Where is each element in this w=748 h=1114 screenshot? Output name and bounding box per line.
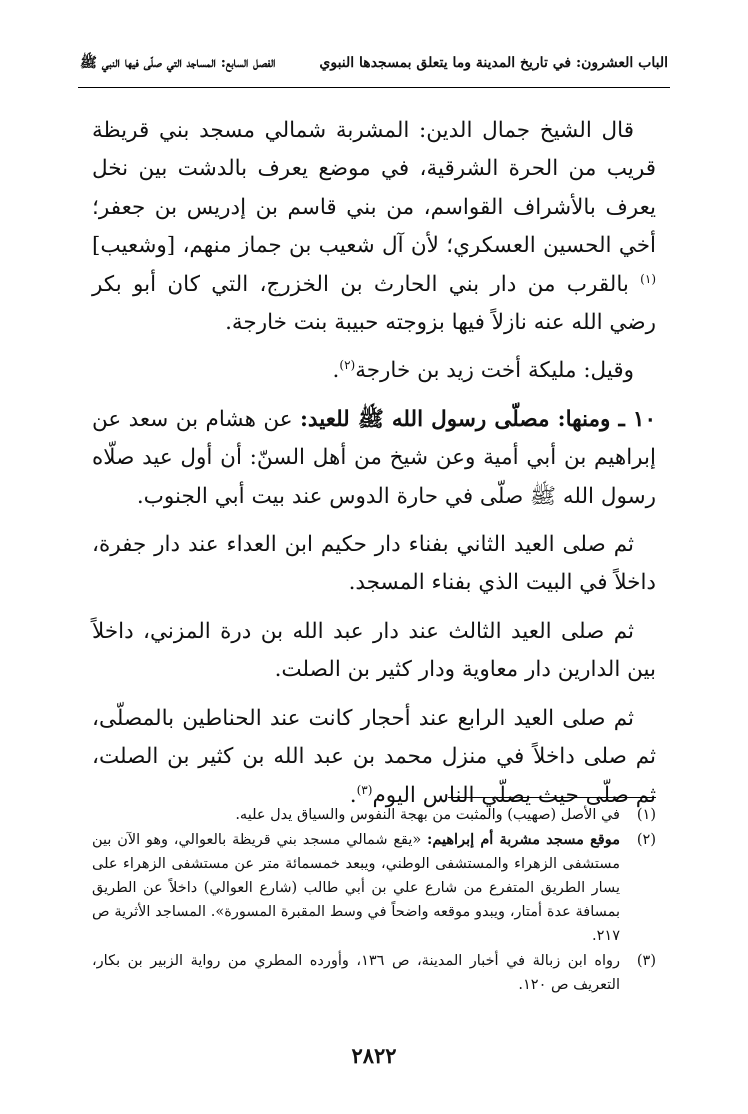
header-rule bbox=[78, 87, 670, 88]
footnotes bbox=[92, 803, 656, 998]
footnote-rule bbox=[448, 797, 656, 798]
footnote-ref-3[interactable]: (٣) bbox=[356, 782, 373, 797]
footnote-text: في الأصل (صهيب) والمثبت من بهجة النفوس والسياق يدل عليه. bbox=[235, 807, 620, 823]
section-title: الفصل السابع: المساجد التي صلّى فيها النبي ﷺ bbox=[80, 55, 276, 71]
paragraph-2-text: وقيل: مليكة أخت زيد بن خارجة bbox=[355, 358, 634, 384]
section-heading-10: ١٠ ـ ومنها: مصلّى رسول الله ﷺ للعيد: bbox=[299, 406, 656, 432]
paragraph-1 bbox=[92, 112, 656, 342]
footnote-ref-2[interactable]: (٢) bbox=[339, 358, 356, 373]
footnote-text: رواه ابن زبالة في أخبار المدينة، ص ١٣٦، وأورده المطري من رواية الزبير بن بكار، التعريف ص ١٢٠. bbox=[92, 953, 620, 993]
paragraph-6-end: . bbox=[349, 782, 357, 808]
footnote-3 bbox=[92, 949, 656, 997]
footnote-text bbox=[92, 828, 620, 948]
paragraph-4: ثم صلى العيد الثاني بفناء دار حكيم ابن العداء عند دار جفرة، داخلاً في البيت الذي بفناء المسجد. bbox=[92, 532, 656, 596]
footnote-2 bbox=[92, 828, 656, 948]
page-number: ٢٨٢٢ bbox=[351, 1043, 397, 1068]
paragraph-2-end: . bbox=[332, 358, 340, 384]
footnote-number: (٢) bbox=[636, 832, 656, 848]
footnote-bold-lead: موقع مسجد مشربة أم إبراهيم: bbox=[427, 831, 620, 848]
chapter-title: الباب العشرون: في تاريخ المدينة وما يتعلق بمسجدها النبوي bbox=[319, 55, 668, 71]
paragraph-6-text: ثم صلى العيد الرابع عند أحجار كانت عند الحناطين بالمصلّى، ثم صلى داخلاً في منزل محمد بن عبد الله بن كثير بن الصلت، ثم صلّى حيث يصلّي الناس اليوم bbox=[92, 705, 656, 808]
main-text bbox=[92, 112, 656, 821]
paragraph-3-text: عن هشام بن سعد عن إبراهيم بن أبي أمية وعن شيخ من أهل السنّ: أن أول عيد صلّاه رسول الله ﷺ صلّى في حارة الدوس عند بيت أبي الجنوب. bbox=[92, 406, 656, 509]
paragraph-1-cont: بالقرب من دار بني الحارث بن الخزرج، التي كان أبو بكر رضي الله عنه نازلاً فيها بزوجته حبيبة بنت خارجة. bbox=[92, 271, 656, 336]
paragraph-5: ثم صلى العيد الثالث عند دار عبد الله بن درة المزني، داخلاً بين الدارين دار معاوية ودار كثير بن الصلت. bbox=[92, 618, 656, 683]
footnote-body: «يقع شمالي مسجد بني قريظة بالعوالي، وهو الآن بين مستشفى الزهراء والمستشفى الوطني، ويبعد خمسمائة متر عن مستشفى الزهراء على يسار الطريق المتفرع من شارع علي بن أبي طالب (شارع العوالي) داخلاً عن الطريق بمسافة عدة أمتار، ويبدو موقعه واضحاً في وسط المقبرة المسورة». المساجد الأثرية ص ٢١٧. bbox=[92, 832, 620, 944]
paragraph-2 bbox=[92, 352, 656, 390]
footnote-ref-1[interactable]: (١) bbox=[640, 271, 656, 286]
footnote-number: (١) bbox=[636, 807, 656, 823]
footnote-number: (٣) bbox=[636, 953, 656, 969]
footnote-1 bbox=[92, 803, 656, 827]
paragraph-3 bbox=[92, 401, 656, 516]
paragraph-1-text: قال الشيخ جمال الدين: المشربة شمالي مسجد بني قريظة قريب من الحرة الشرقية، في موضع يعرف بالدشت بين نخل يعرف بالأشراف القواسم، من بني قاسم بن إدريس بن جعفر؛ أخي الحسين العسكري؛ لأن آل شعيب بن جماز منهم، [وشعيب] bbox=[92, 118, 656, 259]
running-header bbox=[80, 54, 668, 74]
